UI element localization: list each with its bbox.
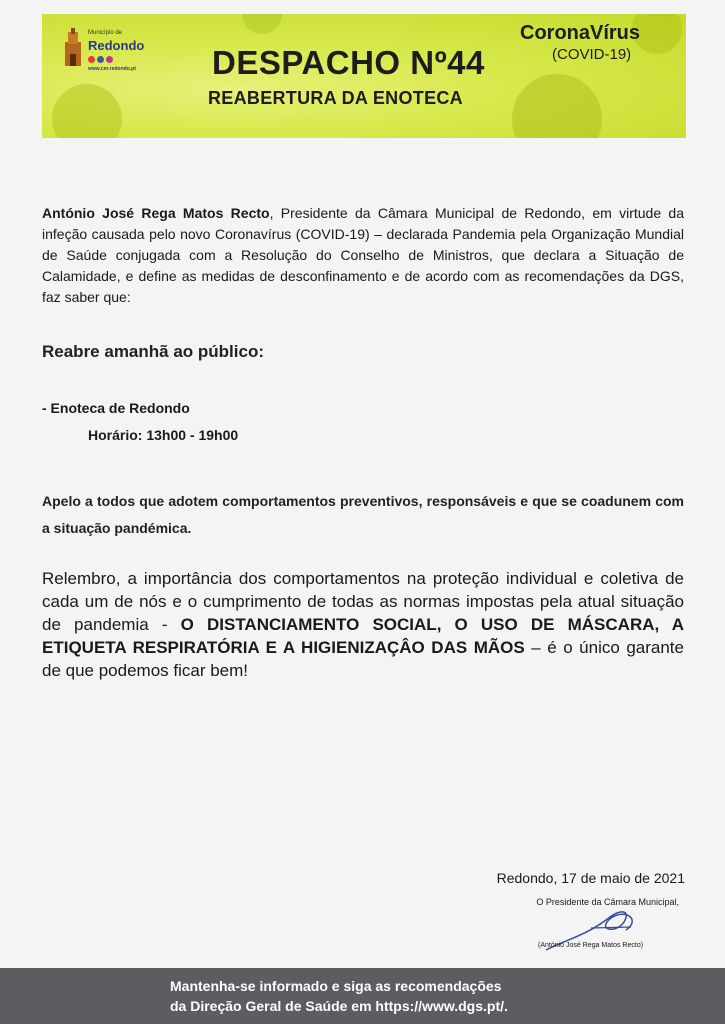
signatory-name: (António José Rega Matos Recto) xyxy=(538,942,644,949)
document-title: DESPACHO Nº44 xyxy=(212,44,485,81)
venue-item: - Enoteca de Redondo xyxy=(42,400,190,416)
reminder-ending: – é o único garante de que podemos ficar bem! xyxy=(42,638,684,680)
virus-illustration xyxy=(242,14,282,34)
facebook-icon xyxy=(97,56,104,63)
appeal-paragraph: Apelo a todos que adotem comportamentos preventivos, responsáveis e que se coadunem com a situação pandémica. xyxy=(42,493,684,536)
president-name: António José Rega Matos Recto xyxy=(42,205,270,221)
virus-illustration xyxy=(52,84,122,138)
intro-text: , Presidente da Câmara Municipal de Redondo, em virtude da infeção causada pelo novo Coronavírus (COVID-19) – declarada Pandemia pela Organização Mundial de Saúde conjugada com a Resolução do Conselho de Ministros, que declara a Situação de Calamidade, e define as medidas de desconfinamento e de acordo com as recomendações da DGS, faz saber que: xyxy=(42,205,684,305)
municipality-logo xyxy=(62,22,172,78)
reminder-text: Relembro, a importância dos comportamentos na proteção individual e coletiva de cada um de nós e o cumprimento de todas as normas impostas pela atual situação de pandemia - xyxy=(42,569,684,634)
reopen-heading: Reabre amanhã ao público: xyxy=(42,342,264,361)
header-banner xyxy=(42,14,686,138)
reminder-paragraph xyxy=(42,567,684,682)
reminder-rules: O DISTANCIAMENTO SOCIAL, O USO DE MÁSCARA, A ETIQUETA RESPIRATÓRIA E A HIGIENIZAÇÂO DAS MÃOS xyxy=(42,615,684,657)
virus-illustration xyxy=(512,74,602,138)
youtube-icon xyxy=(88,56,95,63)
handwritten-signature xyxy=(536,900,656,960)
intro-paragraph xyxy=(42,203,684,308)
opening-hours: Horário: 13h00 - 19h00 xyxy=(88,427,239,443)
logo-subtitle: Município de xyxy=(88,30,123,36)
castle-emblem-icon xyxy=(62,28,84,70)
coronavirus-label: CoronaVírus xyxy=(520,22,641,44)
signatory-role: O Presidente da Câmara Municipal, xyxy=(536,897,679,907)
logo-name: Redondo xyxy=(88,38,145,53)
social-icons xyxy=(88,56,113,63)
footer-banner xyxy=(0,968,725,1024)
logo-url: www.cm-redondo.pt xyxy=(88,66,136,72)
footer-line-1: Mantenha-se informado e siga as recomendações xyxy=(170,978,502,994)
covid-label: (COVID-19) xyxy=(552,46,632,63)
instagram-icon xyxy=(106,56,113,63)
footer-line-2: da Direção Geral de Saúde em https://www.dgs.pt/. xyxy=(170,998,508,1014)
document-date: Redondo, 17 de maio de 2021 xyxy=(496,870,685,886)
document-subtitle: REABERTURA DA ENOTECA xyxy=(208,88,463,108)
